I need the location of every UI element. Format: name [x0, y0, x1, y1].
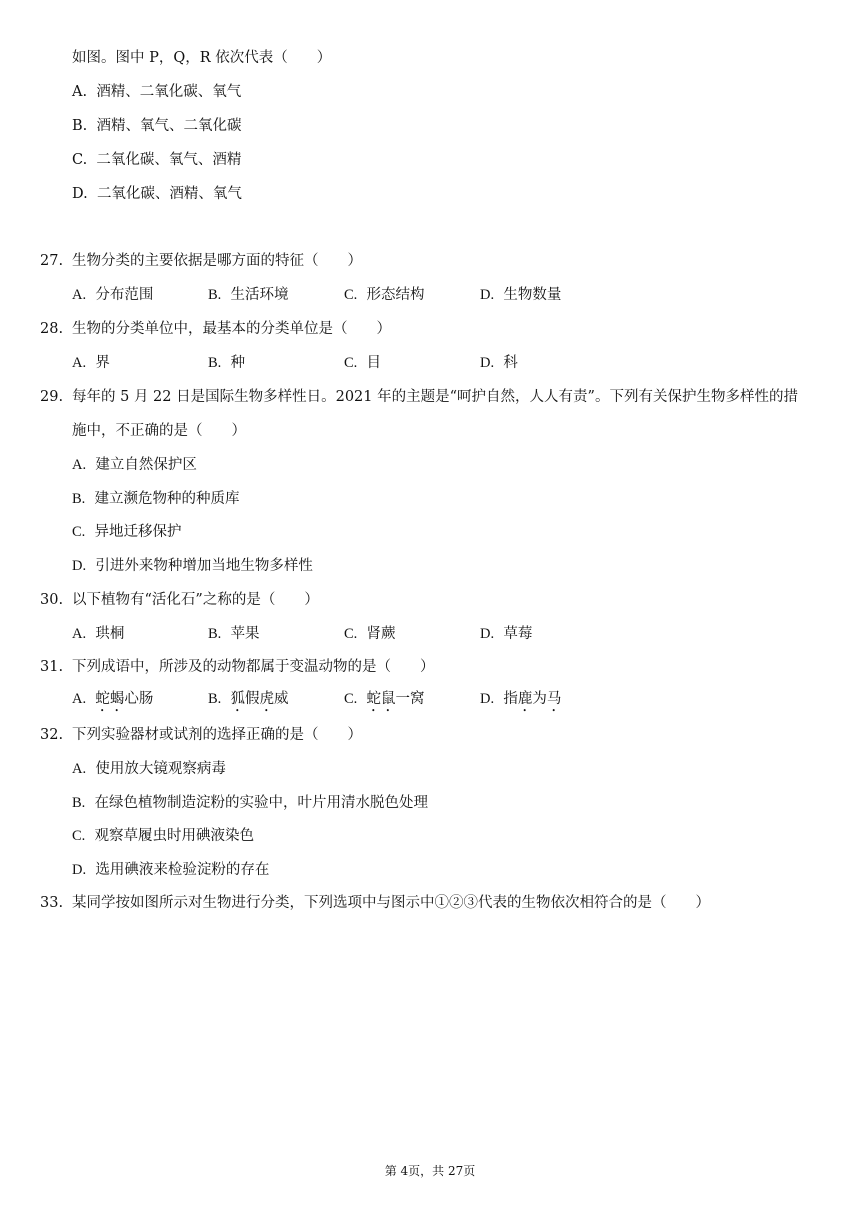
q26-option-d: D. 二氧化碳、酒精、氧气: [72, 186, 242, 202]
q27-option-d: D. 生物数量: [480, 287, 562, 303]
question-28-number: 28.: [40, 321, 64, 337]
question-32-stem: 下列实验器材或试剂的选择正确的是（ ）: [72, 727, 362, 743]
question-26-stem: 如图。图中 P，Q，R 依次代表（ ）: [72, 50, 332, 66]
question-33-number: 33.: [40, 895, 64, 911]
q31-option-d: D. 指鹿为马: [480, 691, 562, 707]
q27-option-a: A. 分布范围: [72, 287, 154, 303]
q31-option-a: A. 蛇蝎心肠: [72, 691, 154, 707]
q30-option-d: D. 草莓: [480, 626, 533, 642]
q28-option-b: B. 种: [208, 355, 246, 371]
q28-option-a: A. 界: [72, 355, 110, 371]
question-29-stem-line1: 每年的 5 月 22 日是国际生物多样性日。2021 年的主题是“呵护自然，人人有责”。下列有关保护生物多样性的措: [72, 389, 798, 405]
q32-option-a: A. 使用放大镜观察病毒: [72, 761, 226, 777]
question-29-stem-line2: 施中，不正确的是（ ）: [72, 423, 246, 439]
q27-option-b: B. 生活环境: [208, 287, 289, 303]
page-footer: 第 4页，共 27页: [384, 1164, 476, 1178]
question-29-number: 29.: [40, 389, 64, 405]
question-27-number: 27.: [40, 253, 64, 269]
question-30-number: 30.: [40, 592, 64, 608]
q31-option-c: C. 蛇鼠一窝: [344, 691, 425, 707]
q29-option-c: C. 异地迁移保护: [72, 524, 182, 540]
q30-option-b: B. 苹果: [208, 626, 260, 642]
q29-option-a: A. 建立自然保护区: [72, 457, 197, 473]
question-31-number: 31.: [40, 659, 64, 675]
q27-option-c: C. 形态结构: [344, 287, 425, 303]
q26-option-b: B. 酒精、氧气、二氧化碳: [72, 118, 242, 134]
q30-option-c: C. 肾蕨: [344, 626, 396, 642]
q32-option-d: D. 选用碘液来检验淀粉的存在: [72, 862, 270, 878]
question-27-stem: 生物分类的主要依据是哪方面的特征（ ）: [72, 253, 362, 269]
question-31-stem: 下列成语中，所涉及的动物都属于变温动物的是（ ）: [72, 659, 435, 675]
question-32-number: 32.: [40, 727, 64, 743]
q28-option-d: D. 科: [480, 355, 518, 371]
q31-option-b: B. 狐假虎威: [208, 691, 289, 707]
question-30-stem: 以下植物有“活化石”之称的是（ ）: [72, 592, 319, 608]
q26-option-a: A. 酒精、二氧化碳、氧气: [72, 84, 242, 100]
q28-option-c: C. 目: [344, 355, 382, 371]
q29-option-b: B. 建立濒危物种的种质库: [72, 491, 240, 507]
q32-option-c: C. 观察草履虫时用碘液染色: [72, 828, 255, 844]
q26-option-c: C. 二氧化碳、氧气、酒精: [72, 152, 242, 168]
q30-option-a: A. 珙桐: [72, 626, 125, 642]
q32-option-b: B. 在绿色植物制造淀粉的实验中，叶片用清水脱色处理: [72, 795, 429, 811]
question-33-stem: 某同学按如图所示对生物进行分类，下列选项中与图示中①②③代表的生物依次相符合的是（ ）: [72, 895, 710, 911]
question-28-stem: 生物的分类单位中，最基本的分类单位是（ ）: [72, 321, 391, 337]
q29-option-d: D. 引进外来物种增加当地生物多样性: [72, 558, 313, 574]
